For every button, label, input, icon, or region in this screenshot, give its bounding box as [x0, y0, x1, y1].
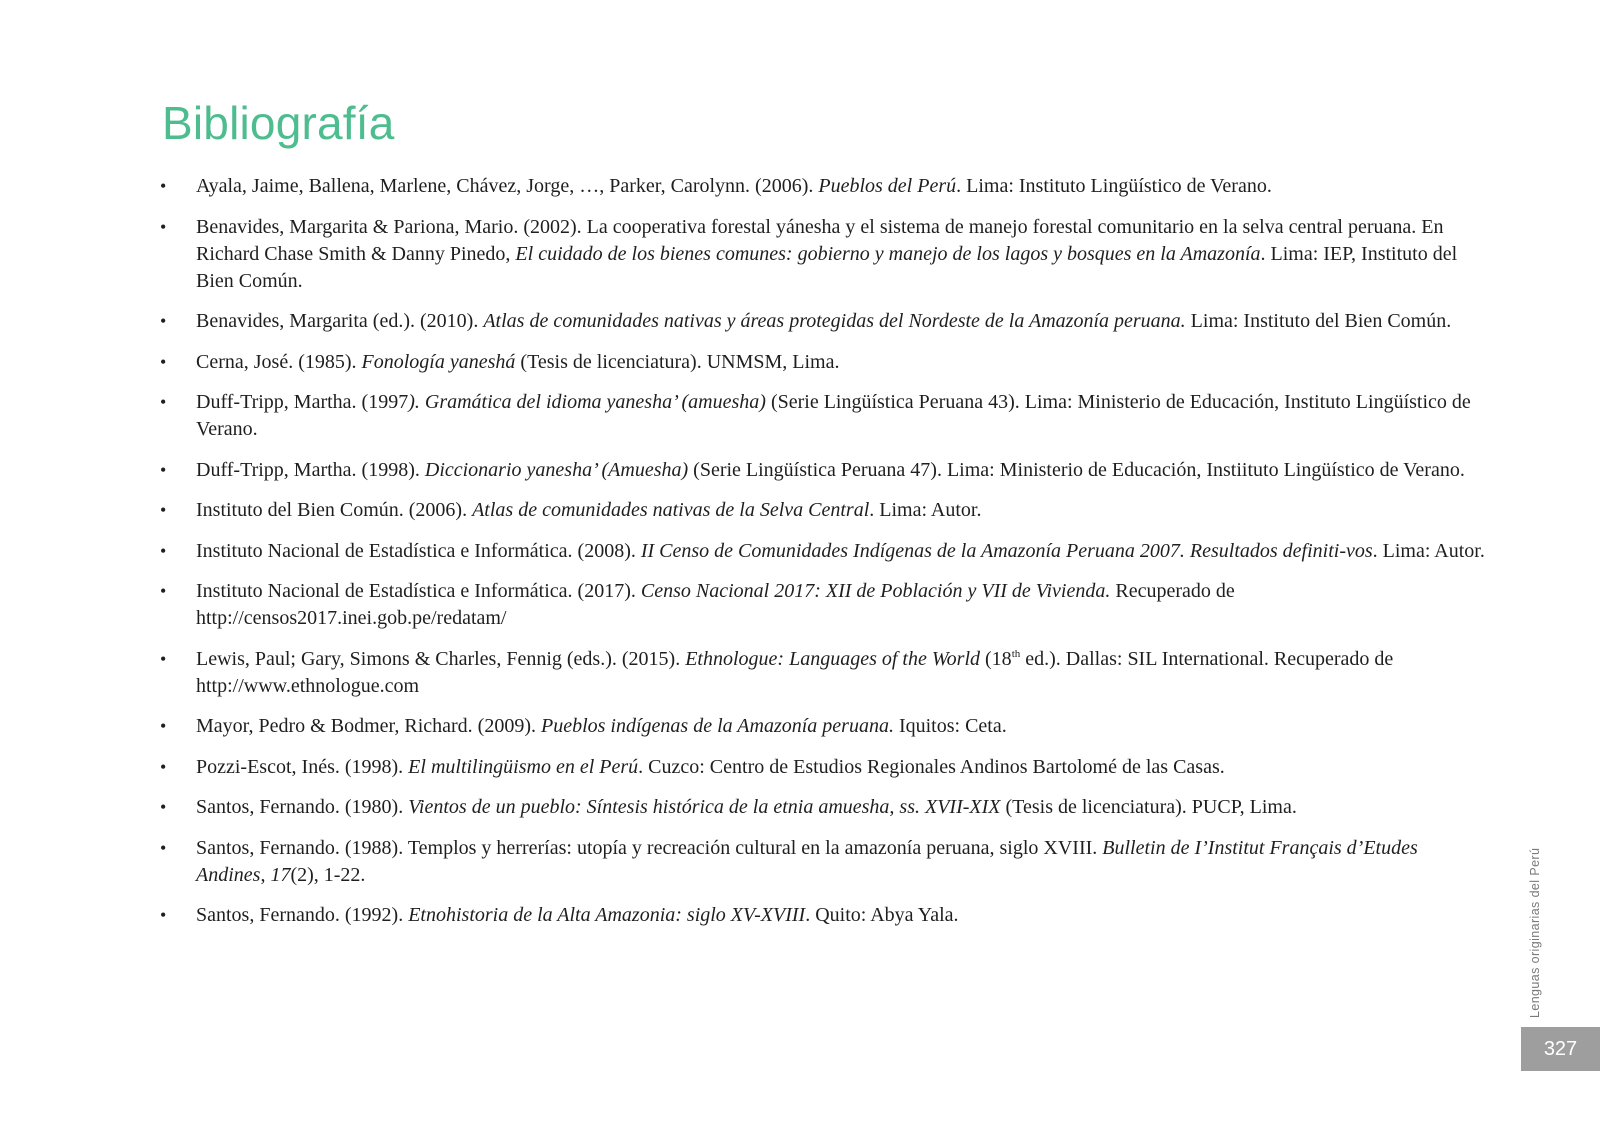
entry-italic-text: ). Gramática del idioma yanesha’ (amuesha): [408, 391, 766, 413]
bibliography-entry: [160, 902, 1490, 929]
entry-text: Santos, Fernando. (1980).: [196, 796, 409, 818]
entry-text: Iquitos: Ceta.: [893, 715, 1007, 737]
entry-italic-text: 17: [270, 863, 291, 886]
bibliography-entry: [160, 497, 1490, 524]
entry-text: Lima: Instituto del Bien Común.: [1185, 310, 1452, 332]
bibliography-entry: [160, 308, 1490, 335]
bullet-icon: •: [160, 500, 167, 520]
entry-text: (Tesis de licenciatura). UNMSM, Lima.: [515, 350, 840, 373]
page-title: Bibliografía: [162, 97, 395, 149]
bibliography-entry: [160, 214, 1490, 295]
entry-italic-text: Etnohistoria de la Alta Amazonia: siglo XV-XVIII: [408, 904, 806, 926]
entry-text: Benavides, Margarita (ed.). (2010).: [196, 310, 484, 332]
bullet-icon: •: [160, 216, 167, 237]
entry-italic-text: Fonología yaneshá: [361, 350, 516, 373]
entry-text: Duff-Tripp, Martha. (1997: [196, 391, 409, 413]
entry-text: (Serie Lingüística Peruana 47). Lima: Ministerio de Educación, Instiituto Lingüístico de Verano.: [688, 458, 1465, 481]
entry-text: Mayor, Pedro & Bodmer, Richard. (2009).: [196, 715, 541, 737]
entry-italic-text: Vientos de un pueblo: Síntesis histórica de la etnia amuesha, ss. XVII-XIX: [408, 796, 1001, 818]
bibliography-entry: [160, 794, 1490, 821]
bullet-icon: •: [160, 797, 167, 817]
entry-text: . Cuzco: Centro de Estudios Regionales Andinos Bartolomé de las Casas.: [638, 755, 1225, 778]
bibliography-entry: [160, 754, 1490, 781]
entry-italic-text: El multilingüismo en el Perú: [408, 755, 639, 778]
side-label: Lenguas originarias del Perú: [1528, 847, 1542, 1018]
bullet-icon: •: [160, 176, 167, 196]
entry-italic-text: II Censo de Comunidades Indígenas de la Amazonía Peruana 2007. Resultados definiti-vos: [640, 539, 1373, 562]
entry-italic-text: Atlas de comunidades nativas de la Selva Central: [472, 499, 870, 521]
entry-text: Instituto Nacional de Estadística e Informática. (2008).: [196, 539, 641, 562]
bullet-icon: •: [160, 905, 167, 925]
entry-text: (2), 1-22.: [290, 863, 366, 886]
entry-text: (Serie Lingüística Peruana 43). Lima: Ministerio de Educación, Instituto Lingüístico de Verano.: [196, 391, 1471, 440]
bullet-icon: •: [160, 648, 167, 669]
entry-text: (18: [980, 647, 1012, 670]
bibliography-entry: [160, 173, 1490, 200]
bullet-icon: •: [160, 756, 167, 777]
entry-text: Recuperado de http://censos2017.inei.gob.pe/redatam/: [196, 580, 1235, 629]
entry-italic-text: Diccionario yanesha’ (Amuesha): [424, 458, 689, 481]
bibliography-entry: [160, 835, 1490, 889]
entry-text: Duff-Tripp, Martha. (1998).: [196, 458, 425, 481]
entry-text: . Lima: Autor.: [869, 499, 982, 521]
entry-italic-text: El cuidado de los bienes comunes: gobierno y manejo de los lagos y bosques en la Amazonía: [515, 242, 1261, 265]
entry-text: Cerna, José. (1985).: [196, 350, 362, 373]
bullet-icon: •: [160, 459, 167, 480]
bibliography-entry: [160, 578, 1490, 632]
entry-text: . Lima: Autor.: [1372, 539, 1485, 562]
entry-text: Ayala, Jaime, Ballena, Marlene, Chávez, Jorge, …, Parker, Carolynn. (2006).: [196, 175, 819, 197]
page-number: 327: [1521, 1027, 1600, 1071]
entry-italic-text: Atlas de comunidades nativas y áreas protegidas del Nordeste de la Amazonía peruana.: [483, 310, 1186, 332]
bullet-icon: •: [160, 351, 167, 372]
bullet-icon: •: [160, 392, 167, 412]
entry-text: Instituto del Bien Común. (2006).: [196, 499, 473, 521]
bibliography-entry: [160, 538, 1490, 565]
bibliography-entry: [160, 457, 1490, 484]
entry-text: Instituto Nacional de Estadística e Informática. (2017).: [196, 580, 641, 602]
entry-text: (Tesis de licenciatura). PUCP, Lima.: [1000, 796, 1297, 818]
bibliography-entry: [160, 349, 1490, 376]
entry-text: Santos, Fernando. (1992).: [196, 904, 409, 926]
entry-text: Pozzi-Escot, Inés. (1998).: [196, 755, 409, 778]
bibliography-entry: [160, 646, 1490, 700]
bullet-icon: •: [160, 716, 167, 736]
bibliography-list: [160, 173, 1490, 943]
entry-text: Lewis, Paul; Gary, Simons & Charles, Fennig (eds.). (2015).: [196, 647, 686, 670]
bullet-icon: •: [160, 837, 167, 858]
entry-text: . Quito: Abya Yala.: [805, 904, 959, 926]
entry-text: Benavides, Margarita & Pariona, Mario. (2002). La cooperativa forestal yánesha y el sistema de manejo forestal comunitario en la selva central peruana. En Richard Chase Smith & Danny Pinedo,: [196, 215, 1444, 265]
entry-italic-text: Bulletin de I’Institut Français d’Etudes Andines: [196, 836, 1418, 886]
entry-italic-text: Pueblos del Perú: [818, 175, 957, 197]
bibliography-entry: [160, 389, 1490, 443]
entry-text: ,: [260, 863, 271, 886]
entry-italic-text: Censo Nacional 2017: XII de Población y VII de Vivienda.: [640, 580, 1111, 602]
bullet-icon: •: [160, 311, 167, 331]
entry-superscript: th: [1011, 647, 1021, 660]
entry-italic-text: Ethnologue: Languages of the World: [685, 647, 981, 670]
bibliography-entry: [160, 713, 1490, 740]
entry-text: ed.). Dallas: SIL International. Recuperado de http://www.ethnologue.com: [196, 647, 1394, 697]
bullet-icon: •: [160, 581, 167, 601]
entry-text: . Lima: IEP, Instituto del Bien Común.: [196, 242, 1458, 292]
entry-italic-text: Pueblos indígenas de la Amazonía peruana.: [541, 715, 894, 737]
entry-text: . Lima: Instituto Lingüístico de Verano.: [956, 175, 1272, 197]
entry-text: Santos, Fernando. (1988). Templos y herrerías: utopía y recreación cultural en la amazonía peruana, siglo XVIII.: [196, 836, 1103, 859]
bullet-icon: •: [160, 540, 167, 561]
